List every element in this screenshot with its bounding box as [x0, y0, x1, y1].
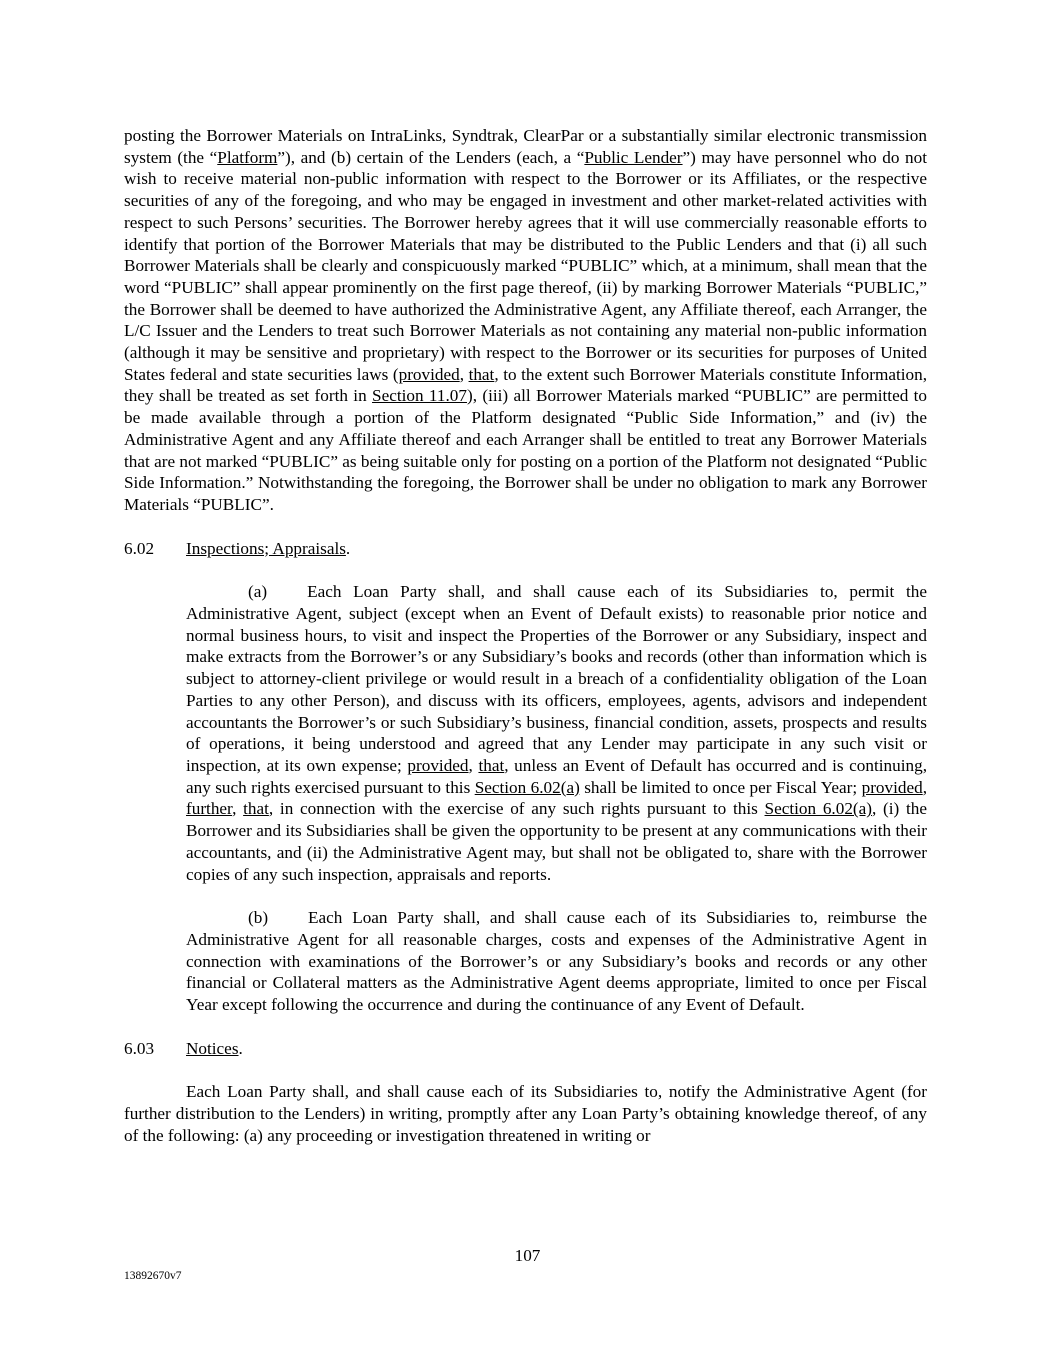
section-number: 6.02	[124, 538, 155, 558]
paragraph-platform	[124, 125, 927, 516]
term-that: that	[478, 755, 505, 775]
term-provided: provided	[407, 755, 469, 775]
term-that: that	[468, 364, 495, 384]
section-title-text: Notices	[186, 1038, 239, 1058]
text-run: , in connection with the exercise of any such rights pursuant to this	[268, 799, 765, 819]
clause-label: (a)	[248, 582, 268, 602]
text-run: ”) may have personnel who do not wish to receive material non-public information with respect to the Borrower or its Affiliates, or the respective securities of any of the foregoing, and who may be engaged in investment and other market-related activities with respect to such Persons’ securities. The Borrower hereby agrees that it will use commercially reasonable efforts to identify that portion of the Borrower Materials that may be distributed to the Public Lenders and that (i) all such Borrower Materials shall be clearly and conspicuously marked “PUBLIC” which, at a minimum, shall mean that the word “PUBLIC” shall appear prominently on the first page thereof, (ii) by marking Borrower Materials “PUBLIC,” the Borrower shall be deemed to have authorized the Administrative Agent, any Affiliate thereof, each Arranger, the L/C Issuer and the Lenders to treat such Borrower Materials as not containing any material non-public information (although it may be sensitive and proprietary) with respect to the Borrower or its securities for purposes of United States federal and state securities laws (	[124, 147, 927, 384]
text-run: , unless an Event of Default has occurred and is continuing, any such rights exercised pursuant to this	[186, 755, 927, 797]
section-heading-6-02	[124, 538, 927, 560]
text-run: ,	[468, 755, 479, 775]
defined-term-public-lender: Public Lender	[584, 147, 683, 167]
section-title-period: .	[238, 1038, 243, 1058]
text-run: ,	[232, 799, 244, 819]
clause-label: (b)	[248, 908, 269, 928]
text-run: ,	[459, 364, 469, 384]
section-title-period: .	[345, 538, 351, 558]
page-number: 107	[514, 1246, 541, 1265]
section-heading-6-03	[124, 1038, 927, 1060]
text-run: , to the extent such Borrower Materials constitute Information, they shall be treated as set forth in	[124, 364, 927, 406]
clause-text	[186, 907, 927, 1016]
text-run: Each Loan Party shall, and shall cause each of its Subsidiaries to, reimburse the Administrative Agent for all reasonable charges, costs and expenses of the Administrative Agent in connection with examinations of the Borrower’s or any Subsidiary’s books and records or any other financial or Collateral matters as the Administrative Agent deems appropriate, limited to once per Fiscal Year except following the occurrence and during the continuance of any Event of Default.	[186, 908, 927, 1015]
section-number: 6.03	[124, 1038, 155, 1058]
defined-term-platform: Platform	[217, 147, 278, 167]
clause-text	[186, 581, 927, 885]
section-reference: Section 6.02(a)	[474, 777, 580, 797]
text-run: shall be limited to once per Fiscal Year;	[579, 777, 862, 797]
text-run: ”), and (b) certain of the Lenders (each, a “	[277, 147, 585, 167]
clause-6-02-b	[186, 907, 927, 1016]
document-id: 13892670v7	[124, 1270, 182, 1282]
term-further: further	[186, 799, 233, 819]
text-run: , (i) the Borrower and its Subsidiaries shall be given the opportunity to be present at any communications with their accountants, and (ii) the Administrative Agent may, but shall not be obligated to, share with the Borrower copies of any such inspection, appraisals and reports.	[186, 799, 927, 884]
section-title	[186, 1038, 243, 1060]
section-reference: Section 11.07	[372, 386, 467, 406]
text-run: ), (iii) all Borrower Materials marked “PUBLIC” are permitted to be made available through a portion of the Platform designated “Public Side Information,” and (iv) the Administrative Agent and any Affiliate thereof and each Arranger shall be entitled to treat any Borrower Materials that are not marked “PUBLIC” as being suitable only for posting on a portion of the Platform not designated “Public Side Information.” Notwithstanding the foregoing, the Borrower shall be under no obligation to mark any Borrower Materials “PUBLIC”.	[124, 386, 928, 514]
document-body	[124, 125, 927, 1147]
paragraph-notices: Each Loan Party shall, and shall cause each of its Subsidiaries to, notify the Administrative Agent (for further distribution to the Lenders) in writing, promptly after any Loan Party’s obtaining knowledge thereof, of any of the following: (a) any proceeding or investigation threatened in writing or	[124, 1082, 927, 1145]
text-run: ,	[922, 777, 927, 797]
text-run: Each Loan Party shall, and shall cause each of its Subsidiaries to, permit the Administrative Agent, subject (except when an Event of Default exists) to reasonable prior notice and normal business hours, to visit and inspect the Properties of the Borrower or any Subsidiary, inspect and make extracts from the Borrower’s or any Subsidiary’s books and records (other than information which is subject to attorney-client privilege or would result in a breach of a confidentiality obligation of the Loan Parties to any other Person), and discuss with its officers, employees, agents, advisors and independent accountants the Borrower’s or such Subsidiary’s business, financial condition, assets, prospects and results of operations, it being understood and agreed that any Lender may participate in any such visit or inspection, at its own expense;	[186, 582, 927, 775]
clause-6-02-a	[186, 581, 927, 885]
term-provided: provided	[861, 777, 923, 797]
term-provided: provided	[398, 364, 460, 384]
section-title	[186, 538, 350, 560]
text-run: posting the Borrower Materials on IntraLinks, Syndtrak, ClearPar or a substantially similar electronic transmission system (the “	[124, 126, 927, 167]
section-reference: Section 6.02(a)	[764, 799, 872, 819]
term-that: that	[243, 799, 269, 819]
section-title-text: Inspections; Appraisals	[186, 538, 346, 558]
